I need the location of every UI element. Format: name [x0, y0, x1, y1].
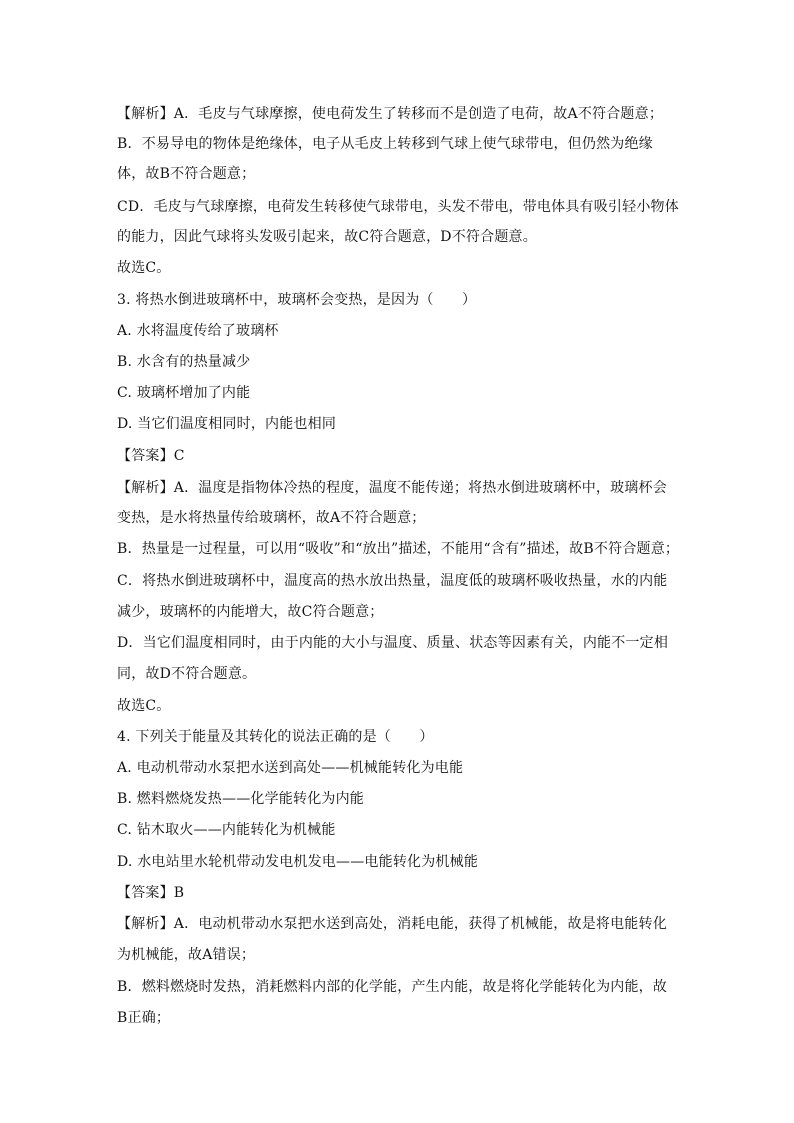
analysis-q2-line-cd2: 的能力，因此气球将头发吸引起来，故C符合题意，D不符合题意。 [117, 229, 537, 245]
analysis-q3-line-a1: 【解析】A．温度是指物体冷热的程度，温度不能传递；将热水倒进玻璃杯中，玻璃杯会 [117, 480, 667, 496]
question-4-option-a: A. 电动机带动水泵把水送到高处——机械能转化为电能 [117, 760, 464, 776]
answer-choice-q2: 故选C。 [117, 260, 171, 276]
question-3-option-a: A. 水将温度传给了玻璃杯 [117, 323, 279, 339]
analysis-q2-line-b1: B．不易导电的物体是绝缘体，电子从毛皮上转移到气球上使气球带电，但仍然为绝缘 [117, 136, 653, 152]
analysis-q4-line-b1: B．燃料燃烧时发热，消耗燃料内部的化学能，产生内能，故是将化学能转化为内能，故 [117, 979, 668, 995]
question-3-option-b: B. 水含有的热量减少 [117, 354, 251, 370]
analysis-q2-line-a: 【解析】A．毛皮与气球摩擦，使电荷发生了转移而不是创造了电荷，故A不符合题意； [117, 106, 664, 122]
question-3-answer: 【答案】C [117, 448, 185, 464]
analysis-q2-line-b2: 体，故B不符合题意； [117, 166, 256, 182]
analysis-q4-line-b2: B正确； [117, 1010, 171, 1026]
analysis-q3-line-d2: 同，故D不符合题意。 [117, 666, 257, 682]
question-4-answer: 【答案】B [117, 885, 185, 901]
question-3-stem: 3. 将热水倒进玻璃杯中，玻璃杯会变热，是因为（ ） [117, 292, 477, 308]
question-3-option-d: D. 当它们温度相同时，内能也相同 [117, 416, 337, 432]
analysis-q3-line-a2: 变热，是水将热量传给玻璃杯，故A不符合题意； [117, 510, 426, 526]
question-3-option-c: C. 玻璃杯增加了内能 [117, 385, 251, 401]
question-4-option-c: C. 钻木取火——内能转化为机械能 [117, 822, 336, 838]
question-4-stem: 4. 下列关于能量及其转化的说法正确的是（ ） [117, 729, 434, 745]
analysis-q3-line-c2: 减少，玻璃杯的内能增大，故C符合题意； [117, 604, 384, 620]
question-4-option-b: B. 燃料燃烧发热——化学能转化为内能 [117, 791, 364, 807]
analysis-q2-line-cd1: CD．毛皮与气球摩擦，电荷发生转移使气球带电，头发不带电，带电体具有吸引轻小物体 [117, 199, 679, 215]
analysis-q3-line-c1: C．将热水倒进玻璃杯中，温度高的热水放出热量，温度低的玻璃杯吸收热量，水的内能 [117, 573, 668, 589]
analysis-q4-line-a1: 【解析】A．电动机带动水泵把水送到高处，消耗电能，获得了机械能，故是将电能转化 [117, 916, 667, 932]
question-4-option-d: D. 水电站里水轮机带动发电机发电——电能转化为机械能 [117, 854, 479, 870]
answer-choice-q3: 故选C。 [117, 698, 171, 714]
analysis-q4-line-a2: 为机械能，故A错误； [117, 947, 256, 963]
analysis-q3-line-b: B．热量是一过程量，可以用“吸收”和“放出”描述，不能用“含有”描述，故B不符合题意； [117, 541, 680, 557]
analysis-q3-line-d1: D．当它们温度相同时，由于内能的大小与温度、质量、状态等因素有关，内能不一定相 [117, 635, 669, 651]
